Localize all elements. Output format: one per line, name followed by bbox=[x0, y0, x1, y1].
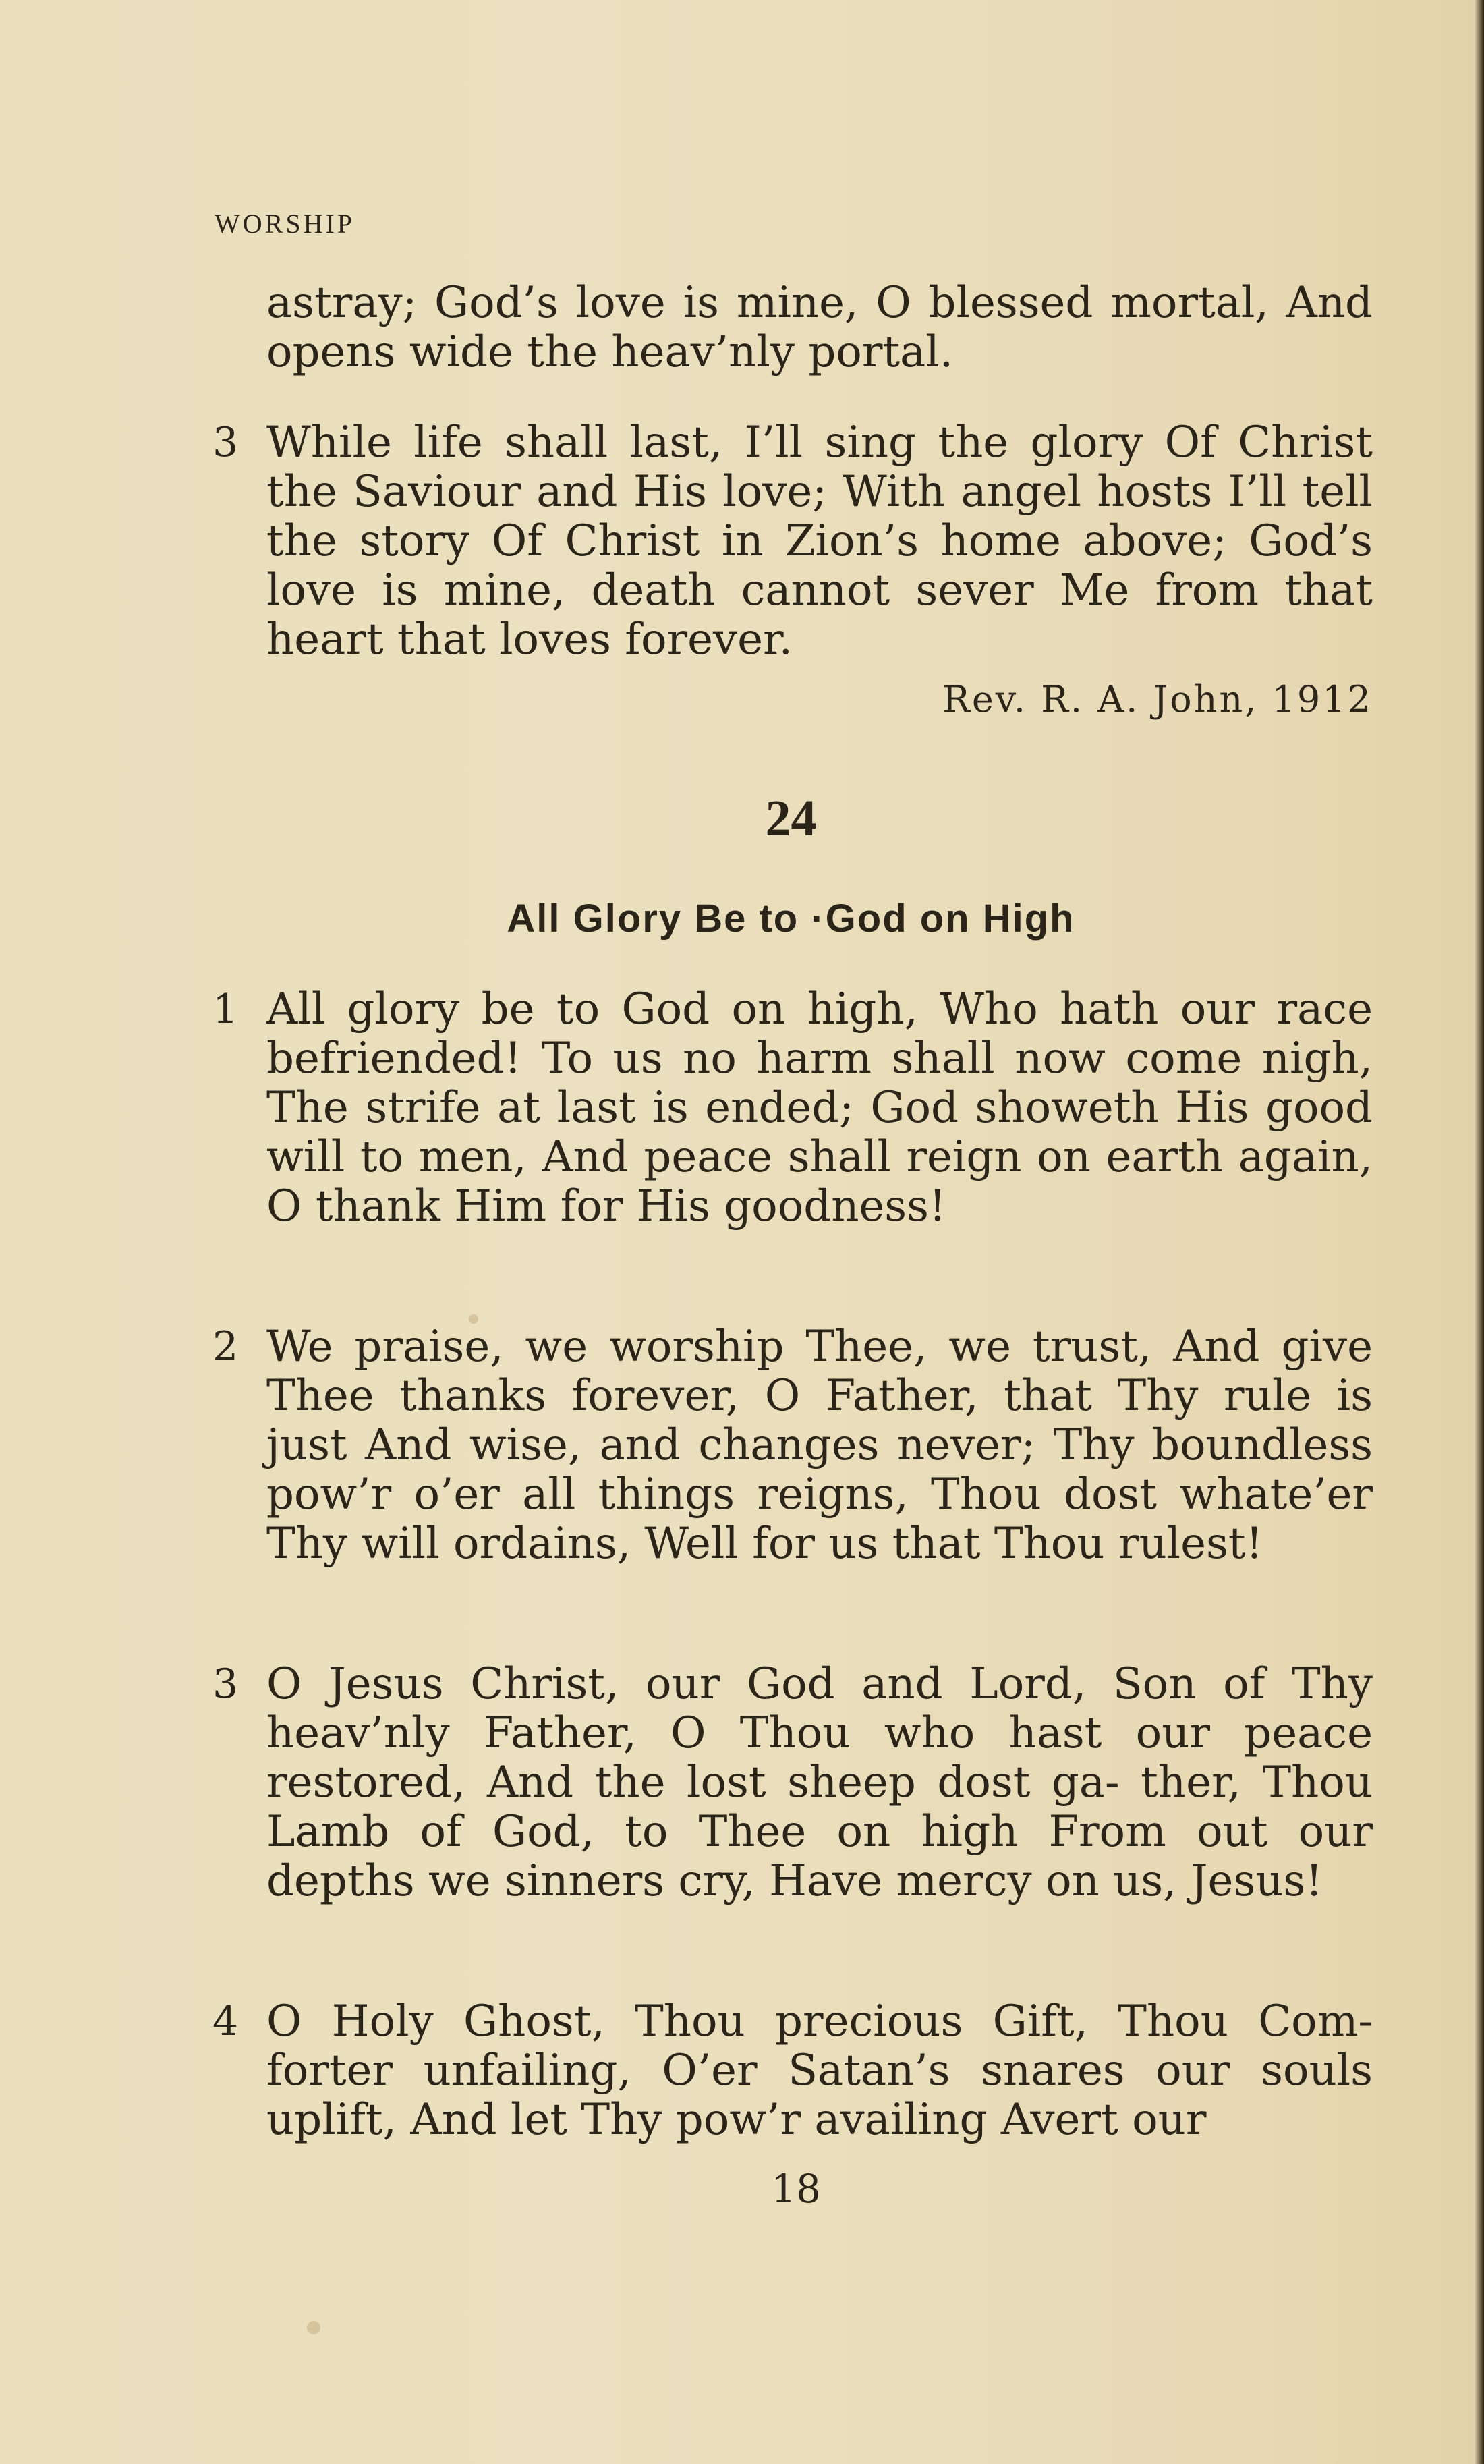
hymn-stanza-1: All glory be to God on high, Who hath our race befriended! To us no harm shall now come nigh, The strife at last is ended; God showeth His good will to men, And peace shall reign on earth again, O thank Him for His goodness! bbox=[266, 984, 1373, 1231]
stanza-number: 2 bbox=[212, 1323, 239, 1370]
stanza-number: 3 bbox=[212, 419, 239, 466]
hymn-stanza-4: O Holy Ghost, Thou precious Gift, Thou Com- forter unfailing, O’er Satan’s snares our souls uplift, And let Thy pow’r availing Avert our bbox=[266, 1996, 1373, 2145]
hymn-stanza-3: O Jesus Christ, our God and Lord, Son of Thy heav’nly Father, O Thou who hast our peace restored, And the lost sheep dost ga- ther, Thou Lamb of God, to Thee on high From out our depths we sinners cry, Have mercy on us, Jesus! bbox=[266, 1659, 1373, 1906]
stanza-number: 4 bbox=[212, 1998, 239, 2045]
previous-hymn-continuation: astray; God’s love is mine, O blessed mortal, And opens wide the heav’nly portal. bbox=[266, 278, 1373, 377]
stanza-number: 1 bbox=[212, 986, 239, 1033]
previous-hymn-stanza-3: While life shall last, I’ll sing the glory Of Christ the Saviour and His love; With angel hosts I’ll tell the story Of Christ in Zion’s home above; God’s love is mine, death cannot sever Me from that heart that loves forever. bbox=[266, 418, 1373, 665]
stanza-number: 3 bbox=[212, 1660, 239, 1708]
hymn-stanza-2: We praise, we worship Thee, we trust, And give Thee thanks forever, O Father, that Thy rule is just And wise, and changes never; Thy boundless pow’r o’er all things reigns, Thou dost whate’er Thy will ordains, Well for us that Thou rulest! bbox=[266, 1322, 1373, 1569]
hymn-number: 24 bbox=[765, 790, 817, 847]
hymn-title: All Glory Be to ·God on High bbox=[507, 897, 1075, 941]
page-edge-shadow bbox=[1475, 0, 1484, 2464]
running-head: WORSHIP bbox=[215, 208, 355, 239]
page-number: 18 bbox=[771, 2166, 821, 2212]
author-attribution: Rev. R. A. John, 1912 bbox=[942, 678, 1373, 721]
paper-stain bbox=[307, 2321, 320, 2334]
